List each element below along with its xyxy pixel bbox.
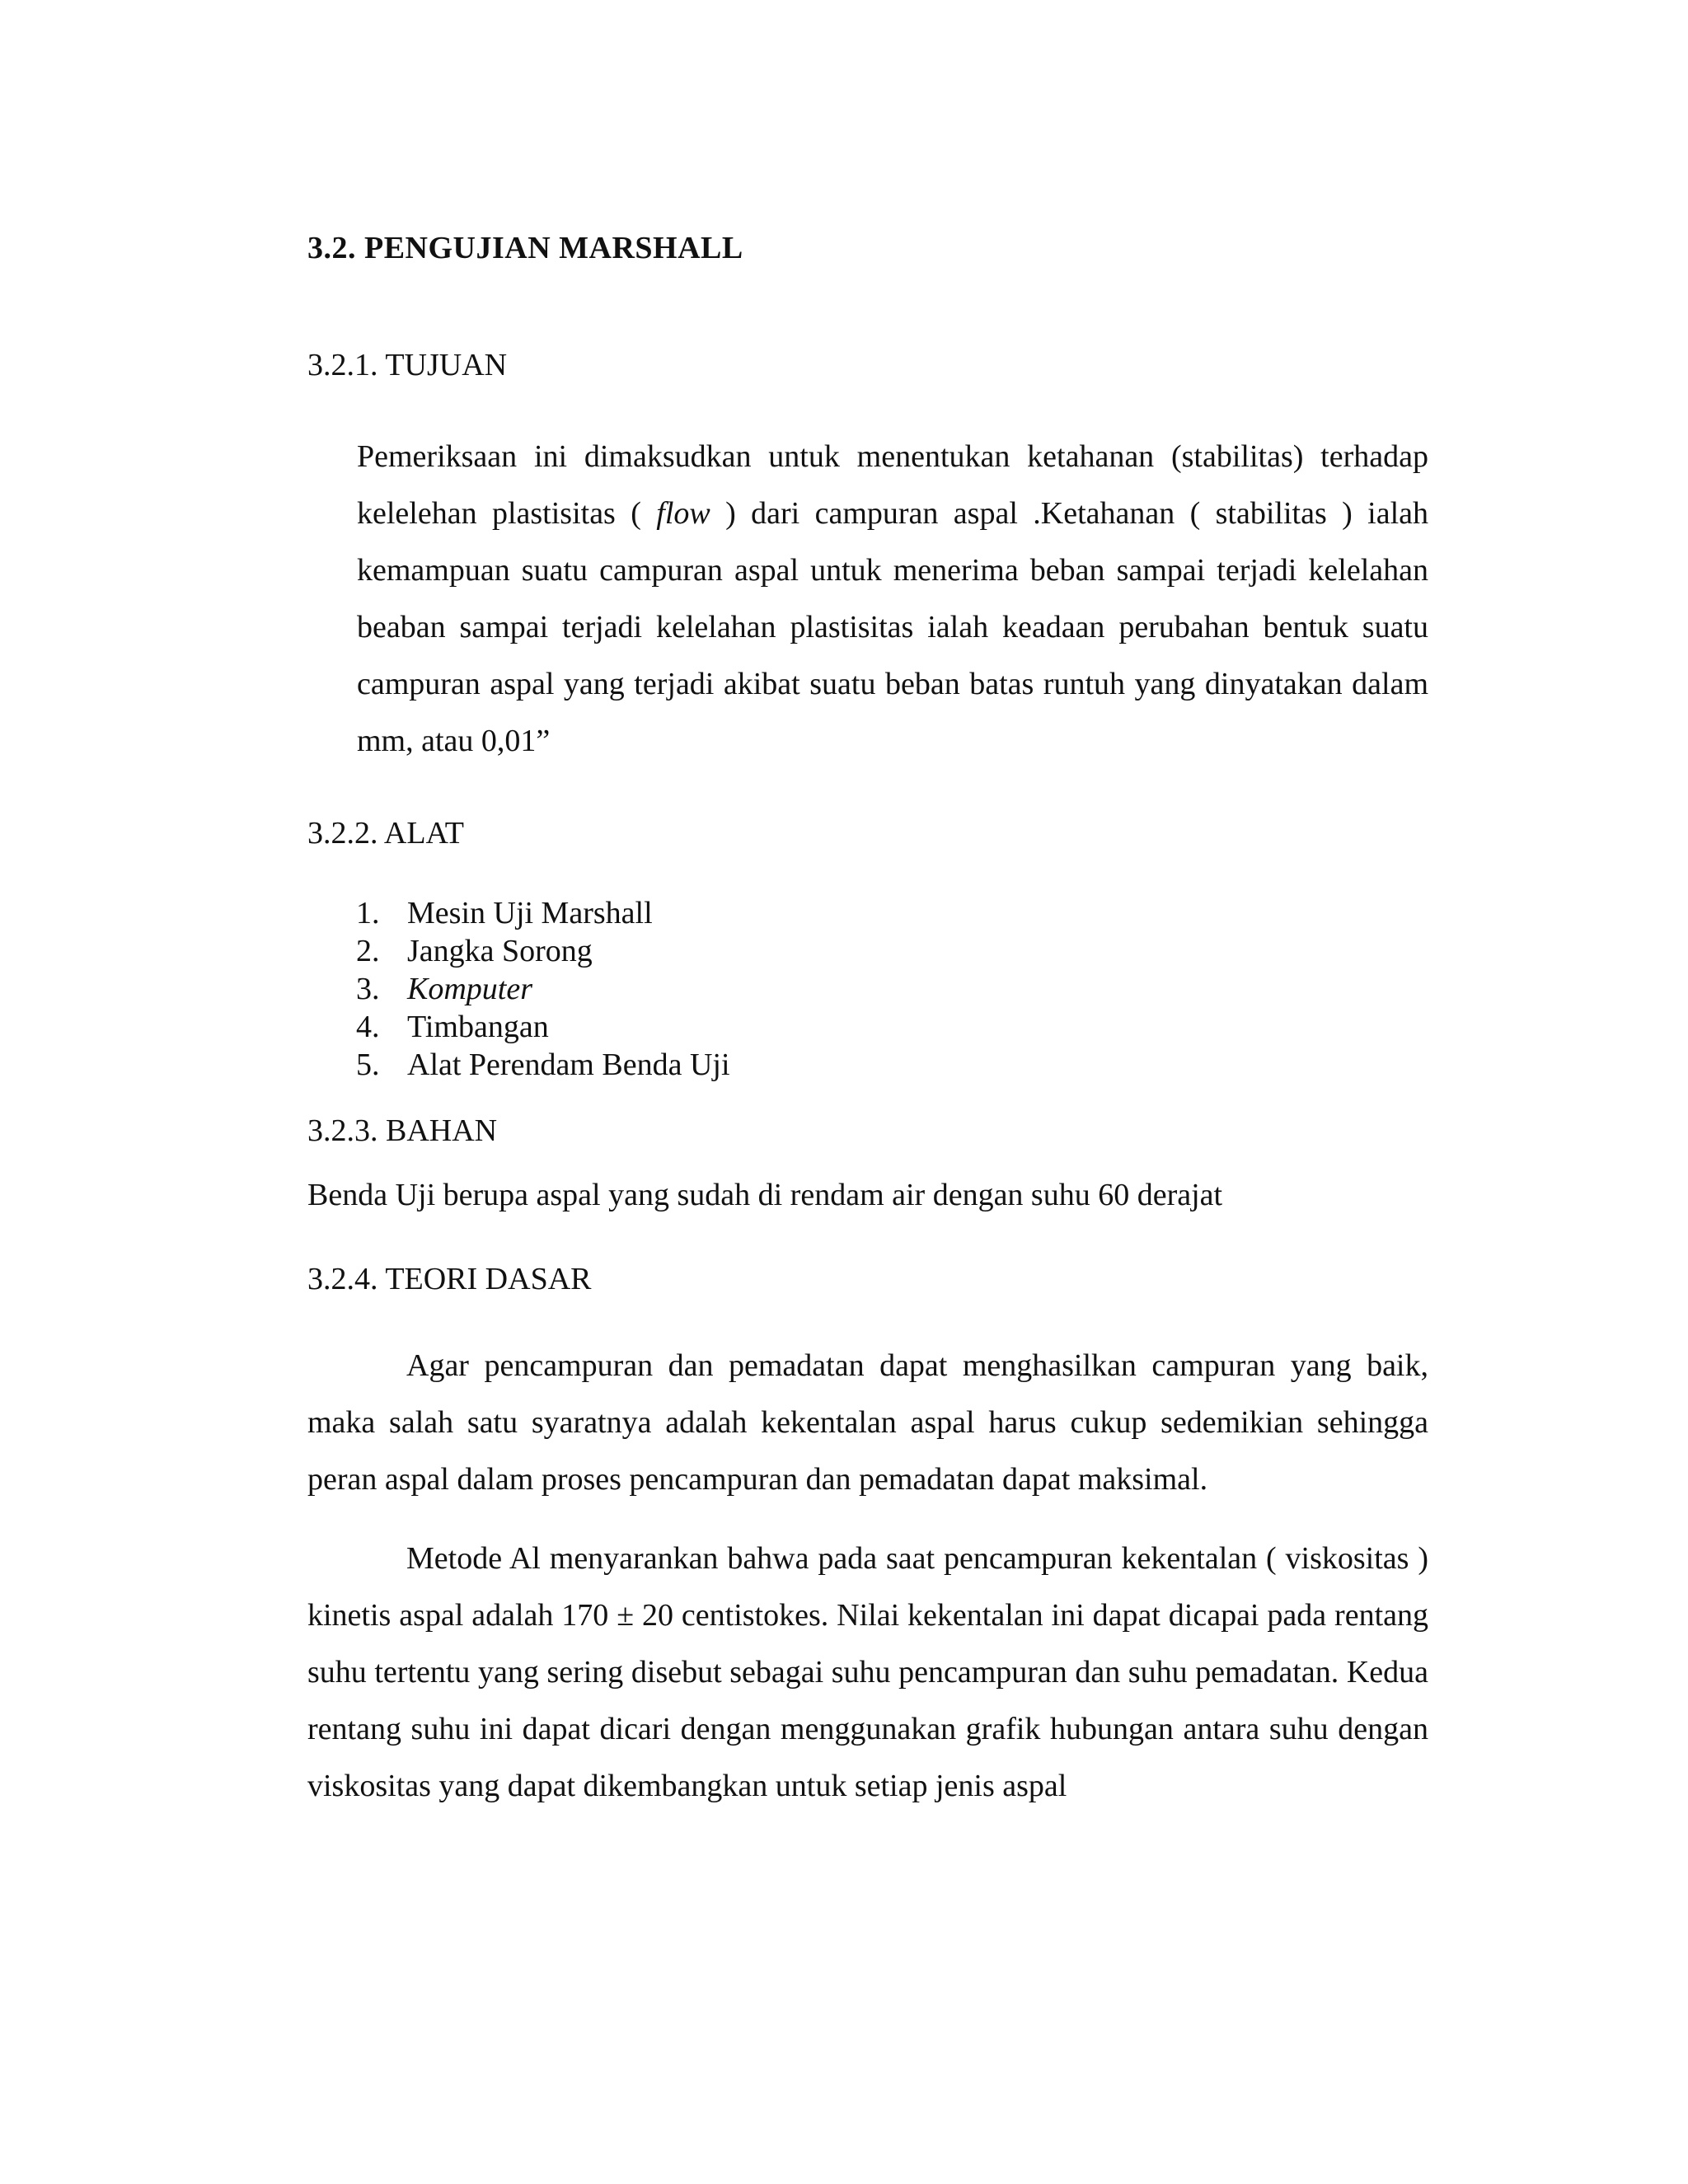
list-item-label: Alat Perendam Benda Uji — [407, 1047, 730, 1082]
teori-dasar-heading: 3.2.4. TEORI DASAR — [307, 1262, 592, 1296]
list-item-number: 4. — [356, 1010, 380, 1044]
tujuan-paragraph — [357, 429, 1428, 770]
list-item-label: Timbangan — [407, 1010, 549, 1044]
teori-dasar-paragraph-2: Metode Al menyarankan bahwa pada saat pencampuran kekentalan ( viskositas ) kinetis aspal adalah 170 ± 20 centistokes. Nilai kekentalan ini dapat dicapai pada rentang suhu tertentu yang sering disebut sebagai suhu pencampuran dan suhu pemadatan. Kedua rentang suhu ini dapat dicari dengan menggunakan grafik hubungan antara suhu dengan viskositas yang dapat dikembangkan untuk setiap jenis aspal — [307, 1541, 1428, 1803]
list-item — [356, 1008, 730, 1046]
list-item — [356, 1046, 730, 1084]
list-item-number: 3. — [356, 972, 380, 1006]
list-item-label: Komputer — [407, 972, 532, 1006]
list-item-label: Mesin Uji Marshall — [407, 896, 653, 930]
teori-dasar-paragraph-1: Agar pencampuran dan pemadatan dapat menghasilkan campuran yang baik, maka salah satu syaratnya adalah kekentalan aspal harus cukup sedemikian sehingga peran aspal dalam proses pencampuran dan pemadatan dapat maksimal. — [307, 1348, 1428, 1497]
alat-list — [356, 894, 730, 1084]
tujuan-italic-word: flow — [656, 496, 710, 531]
list-item — [356, 970, 730, 1008]
list-item-number: 1. — [356, 896, 380, 930]
list-item-label: Jangka Sorong — [407, 934, 593, 968]
tujuan-heading: 3.2.1. TUJUAN — [307, 348, 508, 382]
main-heading: 3.2. PENGUJIAN MARSHALL — [307, 231, 743, 265]
bahan-text: Benda Uji berupa aspal yang sudah di rendam air dengan suhu 60 derajat — [307, 1178, 1223, 1212]
list-item — [356, 932, 730, 970]
alat-heading: 3.2.2. ALAT — [307, 816, 464, 851]
list-item — [356, 894, 730, 932]
tujuan-text-part-2: ) dari campuran aspal .Ketahanan ( stabilitas ) ialah kemampuan suatu campuran aspal untuk menerima beban sampai terjadi kelelahan beaban sampai terjadi kelelahan plastisitas ialah keadaan perubahan bentuk suatu campuran aspal yang terjadi akibat suatu beban batas runtuh yang dinyatakan dalam mm, atau 0,01” — [357, 496, 1428, 758]
tujuan-text-part-1: Pemeriksaan ini dimaksudkan untuk menentukan ketahanan (stabilitas) terhadap kelelehan plastisitas ( — [357, 439, 1428, 531]
list-item-number: 2. — [356, 934, 380, 968]
list-item-number: 5. — [356, 1047, 380, 1082]
bahan-heading: 3.2.3. BAHAN — [307, 1113, 498, 1148]
